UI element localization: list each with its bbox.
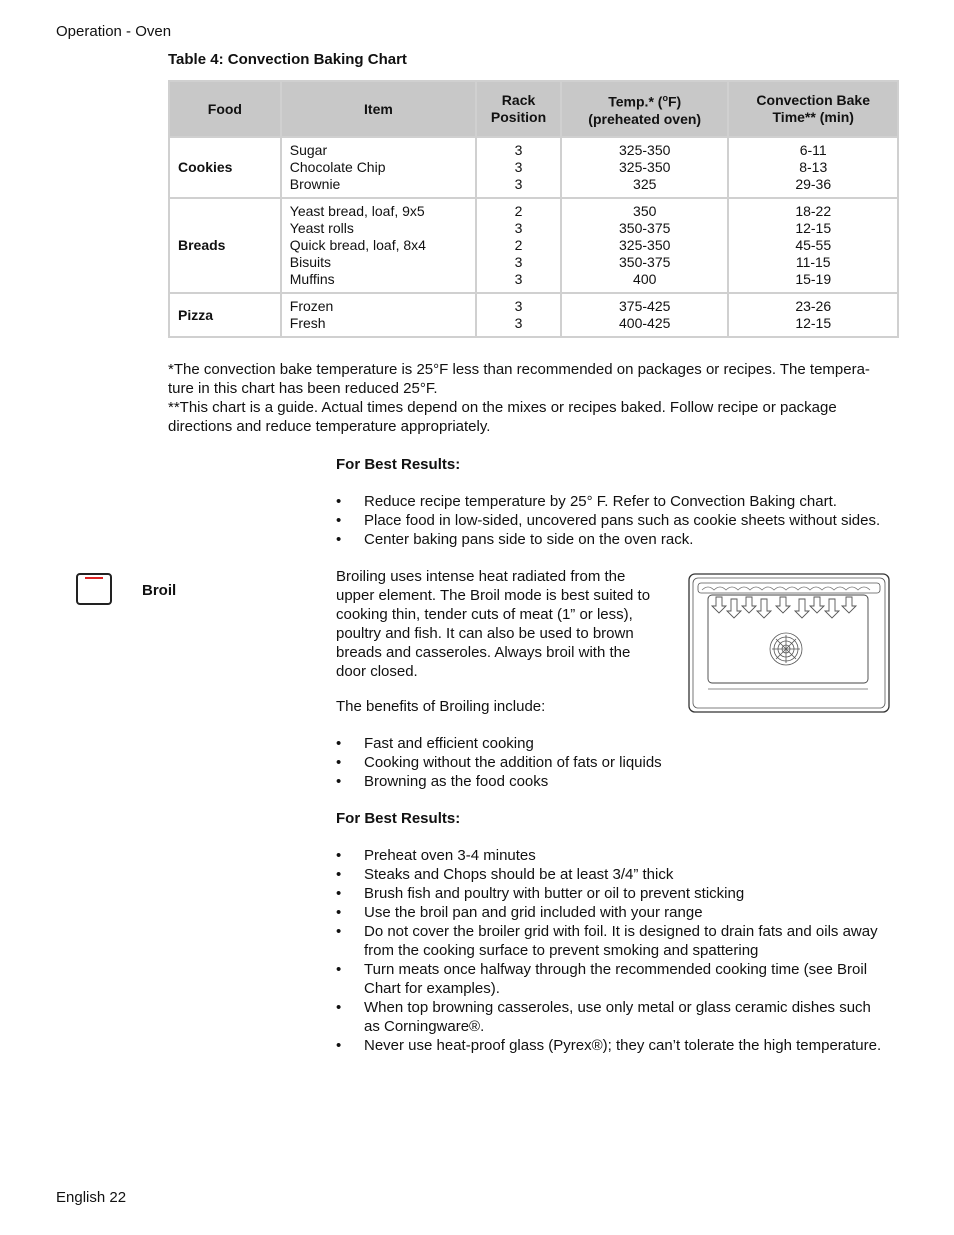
footnote-1-line2: ture in this chart has been reduced 25°F.: [168, 380, 438, 397]
broil-best-results: [336, 809, 916, 1055]
item-cell-value: Yeast bread, loaf, 9x5: [289, 203, 425, 219]
item-cell-value: Brownie: [289, 176, 341, 192]
oven-broil-diagram-icon: [688, 573, 891, 714]
temp-cell-value: 325: [633, 176, 657, 192]
bullet-icon: •: [336, 999, 342, 1016]
bullet-item: [336, 903, 916, 922]
temp-cell: [561, 137, 728, 198]
footnote-2-line1: **This chart is a guide. Actual times depend on the mixes or recipes baked. Follow recipe or package: [168, 399, 837, 416]
broil-intro-line: poultry and fish. It can also be used to brown: [336, 625, 634, 642]
table-row: [169, 137, 898, 198]
page-footer: English 22: [56, 1189, 127, 1206]
bullet-item: [336, 753, 916, 772]
time-cell: [728, 137, 898, 198]
temp-cell-value: 400: [633, 271, 657, 287]
bullet-icon: •: [336, 961, 342, 978]
footnote-2-line2: directions and reduce temperature appropriately.: [168, 418, 491, 435]
bullet-text: Steaks and Chops should be at least 3/4” thick: [364, 866, 674, 883]
food-cell: Cookies: [169, 137, 281, 198]
rack-cell-value: 2: [514, 203, 523, 219]
item-cell: [281, 137, 476, 198]
bullet-icon: •: [336, 754, 342, 771]
broil-intro-line: breads and casseroles. Always broil with the: [336, 644, 631, 661]
bullet-text: When top browning casseroles, use only metal or glass ceramic dishes such: [364, 999, 871, 1016]
bullet-item: [336, 960, 916, 998]
bullet-text: Chart for examples).: [364, 980, 500, 997]
item-cell-value: Muffins: [289, 271, 335, 287]
page-header: Operation - Oven: [56, 23, 172, 40]
convection-best-results: [336, 455, 916, 549]
bullet-text: Browning as the food cooks: [364, 773, 549, 790]
time-cell-value: 23-26: [795, 298, 832, 314]
time-cell: [728, 198, 898, 293]
bullet-text: Use the broil pan and grid included with your range: [364, 904, 703, 921]
time-cell-value: 8-13: [799, 159, 828, 175]
bullet-text: Place food in low-sided, uncovered pans such as cookie sheets without sides.: [364, 512, 881, 529]
bullet-text: from the cooking surface to prevent smoking and spattering: [364, 942, 759, 959]
temp-cell-value: 325-350: [619, 159, 671, 175]
temp-cell-value: 325-350: [619, 142, 671, 158]
temp-cell-value: 375-425: [619, 298, 671, 314]
bullet-text: Center baking pans side to side on the oven rack.: [364, 531, 694, 548]
bullet-icon: •: [336, 923, 342, 940]
bullet-item: [336, 884, 916, 903]
broil-best-heading: For Best Results:: [336, 810, 461, 827]
item-cell: [281, 198, 476, 293]
bullet-item: [336, 998, 916, 1036]
bullet-text: Reduce recipe temperature by 25° F. Refer to Convection Baking chart.: [364, 493, 837, 510]
item-cell-value: Chocolate Chip: [289, 159, 386, 175]
header-time-line2: Time** (min): [772, 109, 854, 125]
bullet-icon: •: [336, 735, 342, 752]
rack-cell-value: 3: [514, 271, 523, 287]
broil-mode-icon: [76, 573, 112, 605]
broil-intro: [336, 567, 671, 681]
broil-label: Broil: [142, 582, 177, 599]
bullet-text: Turn meats once halfway through the recommended cooking time (see Broil: [364, 961, 868, 978]
time-cell: [728, 293, 898, 337]
bullet-item: [336, 511, 916, 530]
table-header-row: [169, 81, 898, 137]
temp-cell: [561, 293, 728, 337]
rack-cell-value: 3: [514, 254, 523, 270]
bullet-icon: •: [336, 885, 342, 902]
rack-cell: [476, 198, 561, 293]
broil-benefits-list: [336, 734, 916, 791]
table-row: [169, 198, 898, 293]
item-cell-value: Frozen: [289, 298, 334, 314]
bullet-icon: •: [336, 773, 342, 790]
bullet-icon: •: [336, 847, 342, 864]
convection-best-list: [336, 492, 916, 549]
rack-cell-value: 3: [514, 298, 523, 314]
broil-intro-line: cooking thin, tender cuts of meat (1” or less),: [336, 606, 633, 623]
rack-cell: [476, 137, 561, 198]
convection-baking-table: [168, 80, 899, 338]
bullet-text: Preheat oven 3-4 minutes: [364, 847, 536, 864]
food-cell: Breads: [169, 198, 281, 293]
table-body: [169, 137, 898, 337]
header-rack-line2: Position: [490, 109, 547, 125]
bullet-item: [336, 772, 916, 791]
bullet-icon: •: [336, 904, 342, 921]
item-cell-value: Fresh: [289, 315, 326, 331]
temp-cell-value: 350-375: [619, 254, 671, 270]
temp-cell-value: 350-375: [619, 220, 671, 236]
header-rack-line1: Rack: [501, 92, 536, 108]
temp-cell-value: 325-350: [619, 237, 671, 253]
bullet-item: [336, 530, 916, 549]
table-row: [169, 293, 898, 337]
bullet-text: Brush fish and poultry with butter or oil to prevent sticking: [364, 885, 745, 902]
rack-cell-value: 3: [514, 142, 523, 158]
broil-intro-line: Broiling uses intense heat radiated from the: [336, 568, 626, 585]
footnote-1-line1: *The convection bake temperature is 25°F less than recommended on packages or recipes. The tempera-: [168, 361, 870, 378]
bullet-icon: •: [336, 512, 342, 529]
broil-benefits-intro: The benefits of Broiling include:: [336, 698, 546, 715]
bullet-item: [336, 492, 916, 511]
bullet-item: [336, 922, 916, 960]
bullet-text: Never use heat-proof glass (Pyrex®); they can’t tolerate the high temperature.: [364, 1037, 882, 1054]
time-cell-value: 12-15: [795, 315, 832, 331]
time-cell-value: 6-11: [799, 142, 827, 158]
bullet-item: [336, 734, 916, 753]
bullet-icon: •: [336, 1037, 342, 1054]
time-cell-value: 15-19: [795, 271, 832, 287]
header-food: Food: [169, 81, 281, 137]
rack-cell: [476, 293, 561, 337]
bullet-item: [336, 846, 916, 865]
broil-best-list: [336, 846, 916, 1055]
header-temp: [561, 81, 728, 137]
temp-cell: [561, 198, 728, 293]
bullet-icon: •: [336, 866, 342, 883]
header-time-line1: Convection Bake: [756, 92, 871, 108]
time-cell-value: 11-15: [795, 254, 831, 270]
broil-intro-line: upper element. The Broil mode is best suited to: [336, 587, 651, 604]
rack-cell-value: 3: [514, 159, 523, 175]
rack-cell-value: 3: [514, 176, 523, 192]
food-cell: Pizza: [169, 293, 281, 337]
time-cell-value: 45-55: [795, 237, 832, 253]
table-title: Table 4: Convection Baking Chart: [168, 51, 407, 68]
convection-best-heading: For Best Results:: [336, 456, 461, 473]
temp-cell-value: 400-425: [619, 315, 671, 331]
item-cell-value: Quick bread, loaf, 8x4: [289, 237, 426, 253]
header-item: Item: [281, 81, 476, 137]
rack-cell-value: 3: [514, 220, 523, 236]
bullet-item: [336, 1036, 916, 1055]
item-cell-value: Yeast rolls: [289, 220, 354, 236]
broil-benefits: [336, 697, 916, 791]
item-cell-value: Bisuits: [289, 254, 331, 270]
header-rack: [476, 81, 561, 137]
bullet-icon: •: [336, 493, 342, 510]
header-temp-line1: Temp.* ($^o$F): [608, 93, 682, 110]
rack-cell-value: 3: [514, 315, 523, 331]
header-temp-line2: (preheated oven): [588, 110, 702, 127]
bullet-text: Do not cover the broiler grid with foil. It is designed to drain fats and oils away: [364, 923, 878, 940]
bullet-text: as Corningware®.: [364, 1018, 485, 1035]
table-footnotes: [168, 360, 903, 436]
bullet-item: [336, 865, 916, 884]
time-cell-value: 18-22: [795, 203, 832, 219]
item-cell: [281, 293, 476, 337]
bullet-text: Cooking without the addition of fats or liquids: [364, 754, 662, 771]
header-time: [728, 81, 898, 137]
broil-intro-line: door closed.: [336, 663, 418, 680]
bullet-text: Fast and efficient cooking: [364, 735, 534, 752]
bullet-icon: •: [336, 531, 342, 548]
time-cell-value: 12-15: [795, 220, 832, 236]
rack-cell-value: 2: [514, 237, 523, 253]
temp-cell-value: 350: [633, 203, 657, 219]
time-cell-value: 29-36: [795, 176, 832, 192]
item-cell-value: Sugar: [289, 142, 328, 158]
